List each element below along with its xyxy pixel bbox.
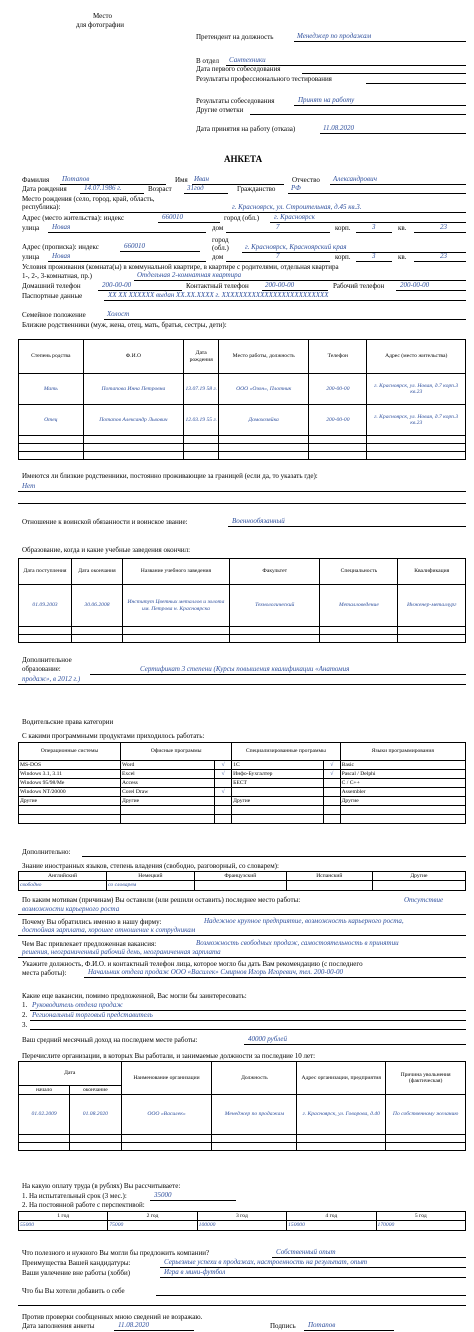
hire-date-value[interactable]: 11.08.2020	[323, 124, 354, 132]
flat-label: кв.	[398, 224, 407, 232]
reference-label: Укажите должность, Ф.И.О. и контактный телефон лица, которое могло бы дать Вам рекомендацию (с последнего	[22, 960, 363, 968]
income-label: Ваш средний месячный доход на последнем месте работы:	[22, 1036, 198, 1044]
vacancies-label: Какие еще вакансии, помимо предложенной, Вас могли бы заинтересовать:	[22, 992, 247, 1000]
table-row: Windows 3.1, 3.11 Excel √ Инфо-Бухгалтер √ Pascal / Delphi	[19, 770, 466, 779]
add-label: Что бы Вы хотели добавить о себе	[22, 1287, 125, 1295]
first-interview-label: Дата первого собеседования	[196, 65, 281, 73]
citizenship-label: Гражданство	[237, 185, 276, 193]
name-value[interactable]: Иван	[194, 175, 210, 183]
other-notes-label: Другие отметки	[196, 106, 244, 114]
jobs-header: Должность	[212, 1062, 297, 1095]
language-level[interactable]: свободно	[19, 881, 107, 891]
jobs-label: Перечислите организации, в которых Вы работали, и занимаемые должности за последние 10 лет:	[22, 1052, 316, 1060]
jobs-header: Наименование организации	[121, 1062, 212, 1095]
applicant-value[interactable]: Менеджер по продажам	[297, 32, 372, 40]
table-row	[19, 405, 466, 436]
patronymic-value[interactable]: Александрович	[333, 175, 377, 183]
additional-label: Дополнительно:	[22, 848, 71, 856]
useful-label: Что полезного и нужного Вы могли бы предложить компании?	[22, 1249, 210, 1257]
dept-label: В отдел	[196, 57, 219, 65]
relatives-header: Ф.И.О	[83, 340, 184, 374]
attract-value-2[interactable]: решения, неограниченный рабочий день, неограниченная зарплата	[22, 948, 221, 956]
languages-label: Знание иностранных языков, степень владения (свободно, разговорный, со словарем):	[22, 862, 279, 870]
living-label: Условия проживания (комната(ы) в коммунальной квартире, в квартире с родителями, отдельная квартира	[22, 263, 339, 271]
attract-label: Чем Вас привлекает предложенная вакансия:	[22, 940, 157, 948]
language-level[interactable]	[194, 881, 286, 891]
fill-date-value[interactable]: 11.08.2020	[118, 1321, 149, 1329]
advantages-value[interactable]: Серьезные успехи в продажах, настроенность на результат, опыт	[164, 1258, 368, 1266]
relatives-header: Дата рождения	[184, 340, 219, 374]
house-label: дом	[212, 224, 224, 232]
relatives-header: Степень родства	[19, 340, 84, 374]
check-icon[interactable]: √	[215, 761, 232, 770]
software-header: Языки программирования	[340, 743, 465, 761]
relatives-cell[interactable]: 200-00-00	[309, 405, 367, 436]
dob-label: Дата рождения	[22, 185, 67, 193]
why-label: Почему Вы обратились именно в нашу фирму:	[22, 918, 162, 926]
education-cell[interactable]: 01.09.2003	[19, 585, 72, 627]
family-value[interactable]: Холост	[107, 310, 130, 318]
signature-value[interactable]: Потапов	[308, 1321, 336, 1329]
pay-year: 5 год	[376, 1212, 465, 1221]
reg-city-label: город	[212, 236, 229, 244]
pay-value[interactable]: 170000	[376, 1221, 465, 1231]
language-header: Французский	[194, 872, 286, 881]
reg-label: Адрес (прописка): индекс	[22, 243, 99, 251]
dob-value[interactable]: 14.07.1986 г.	[84, 184, 122, 192]
interview-results-value[interactable]: Принят на работу	[298, 96, 355, 104]
relatives-cell[interactable]: ООО «Озон», Плотник	[219, 374, 309, 405]
reg-city-label-2: (обл.)	[212, 244, 229, 252]
pay-value[interactable]: 150000	[287, 1221, 376, 1231]
table-row	[19, 585, 466, 627]
pay-label: На какую оплату труда (в рублях) Вы рассчитываете:	[22, 1182, 181, 1190]
attract-value[interactable]: Возможность свободных продаж, самостоятельность в принятии	[196, 939, 399, 947]
jobs-cell[interactable]: Менеджер по продажам	[212, 1095, 297, 1135]
interview-results-label: Результаты собеседования	[196, 97, 275, 105]
software-table	[18, 742, 466, 824]
living-label-2: 1-, 2-, 3-комнатная, пр.)	[22, 272, 92, 280]
flat-value[interactable]: 23	[440, 223, 447, 231]
language-header: Другие	[372, 872, 465, 881]
street-value[interactable]: Новая	[52, 223, 71, 231]
jobs-cell[interactable]: г. Красноярск, ул. Говорова, д.40	[297, 1095, 386, 1135]
house-value[interactable]: 7	[276, 223, 280, 231]
reg-street-label: улица	[22, 253, 40, 261]
reg-corp-label: корп.	[335, 253, 351, 261]
birthplace-label-2: республика):	[22, 203, 61, 211]
name-label: Имя	[175, 176, 188, 184]
jobs-subheader: начало	[19, 1086, 70, 1095]
city-label: город (обл.)	[224, 214, 260, 222]
corp-value[interactable]: 3	[372, 223, 376, 231]
relatives-cell[interactable]: 13.07.19 58 г.	[184, 374, 219, 405]
education-cell[interactable]: Институт Цветных металлов и золота им. Петрова н. Красноярска	[122, 585, 229, 627]
relatives-cell[interactable]: Потапова Инна Петровна	[83, 374, 184, 405]
pay-year: 2 год	[108, 1212, 197, 1221]
jobs-cell[interactable]: 01.02.2009	[19, 1095, 70, 1135]
passport-label: Паспортные данные	[22, 292, 83, 300]
language-header: Немецкий	[107, 872, 195, 881]
relatives-header: Телефон	[309, 340, 367, 374]
pay-value[interactable]: 55000	[19, 1221, 108, 1231]
table-row	[19, 374, 466, 405]
address-label: Адрес (место жительства): индекс	[22, 214, 125, 222]
hobby-label: Ваши увлечение вне работы (хобби)	[22, 1269, 131, 1277]
permanent-label: 2. На постоянной работе с перспективой:	[22, 1201, 145, 1209]
why-value[interactable]: Надежное крупное предприятие, возможность карьерного роста,	[204, 917, 404, 925]
education-header: Специальность	[320, 559, 398, 585]
extra-edu-label: Дополнительное	[22, 656, 72, 664]
citizenship-value[interactable]: РФ	[291, 184, 301, 192]
relatives-header: Адрес (место жительства)	[367, 340, 466, 374]
contact-phone-label: Контактный телефон	[186, 282, 249, 290]
consent-text: Против проверки сообщенных мною сведений не возражаю.	[22, 1313, 203, 1321]
street-label: улица	[22, 224, 40, 232]
relatives-cell[interactable]: Отец	[19, 405, 84, 436]
jobs-cell[interactable]: По собственному желанию	[386, 1095, 466, 1135]
military-value[interactable]: Военнообязанный	[232, 517, 285, 525]
reg-house-label: дом	[212, 253, 224, 261]
education-header: Квалификация	[398, 559, 466, 585]
corp-label: корп.	[335, 224, 351, 232]
reg-flat-value[interactable]: 23	[440, 252, 447, 260]
why-value-2[interactable]: достойная зарплата, хорошее отношение к сотрудникам	[22, 926, 196, 934]
passport-value[interactable]: XX XX XXXXXX выдан XX.XX.XXXX г. XXXXXXXXXXXXXXXXXXXXXXXXX	[108, 291, 329, 299]
education-cell[interactable]: 30.06.2008	[72, 585, 123, 627]
pay-year: 1 год	[19, 1212, 108, 1221]
education-cell[interactable]: Металловедение	[320, 585, 398, 627]
check-icon[interactable]	[323, 788, 340, 797]
military-label: Отношение к воинской обязанности и воинское звание:	[22, 518, 188, 526]
reg-street-value[interactable]: Новая	[52, 252, 71, 260]
relatives-cell[interactable]: г. Красноярск, ул. Новая, д.7 корп.3 кв.23	[367, 374, 466, 405]
pay-year: 4 год	[287, 1212, 376, 1221]
age-label: Возраст	[148, 185, 172, 193]
check-icon[interactable]: √	[215, 770, 232, 779]
tests-label: Результаты профессионального тестирования	[196, 75, 332, 83]
jobs-cell[interactable]: ООО «Василек»	[121, 1095, 212, 1135]
living-value[interactable]: Отдельная 2-комнатная квартира	[137, 271, 242, 279]
surname-value[interactable]: Потапов	[62, 175, 90, 183]
probation-value[interactable]: 35000	[154, 1191, 172, 1199]
income-value[interactable]: 40000 рублей	[248, 1035, 287, 1043]
leave-reason-label: По каким мотивам (причинам) Вы оставили (или решили оставить) последнее место работы:	[22, 896, 301, 904]
language-level[interactable]: со словарем	[107, 881, 195, 891]
work-phone-label: Рабочий телефон	[333, 282, 385, 290]
abroad-label: Имеются ли близкие родственники, постоянно проживающие за границей (если да, то указать где):	[22, 472, 318, 480]
photo-label: Место	[93, 12, 112, 20]
extra-edu-value-2[interactable]: продаж», в 2012 г.)	[22, 675, 81, 683]
language-header: Испанский	[286, 872, 372, 881]
vacancy-item[interactable]: Региональный торговый представитель	[32, 1011, 153, 1019]
patronymic-label: Отчество	[292, 176, 320, 184]
relatives-cell[interactable]: 200-00-00	[309, 374, 367, 405]
pay-value[interactable]: 75000	[108, 1221, 197, 1231]
abroad-value[interactable]: Нет	[22, 482, 36, 490]
pay-year: 3 год	[197, 1212, 286, 1221]
table-row: Windows NT/20000 Corel Draw √ Assembler	[19, 788, 466, 797]
reference-label-2: места работы):	[22, 969, 67, 977]
page-title: АНКЕТА	[224, 154, 263, 164]
table-row	[19, 1095, 466, 1135]
dept-value[interactable]: Сантехники	[229, 56, 266, 64]
address-index[interactable]: 660010	[162, 213, 183, 221]
language-level[interactable]	[286, 881, 372, 891]
education-header: Дата поступления	[19, 559, 72, 585]
reference-value[interactable]: Начальник отдела продаж ООО «Василек» Смирнов Игорь Игоревич, тел. 200-00-00	[88, 968, 343, 976]
home-phone-label: Домашний телефон	[22, 282, 81, 290]
reg-house-value[interactable]: 7	[276, 252, 280, 260]
education-table	[18, 558, 466, 643]
license-label: Водительские права категории	[22, 718, 114, 726]
hobby-value[interactable]: Игра в мини-футбол	[164, 1268, 226, 1276]
contact-phone-value[interactable]: 200-00-00	[265, 281, 295, 289]
relatives-header: Место работы, должность	[219, 340, 309, 374]
table-row: Другие Другие Другие Другие	[19, 797, 466, 806]
education-cell[interactable]: Инженер-металлург	[398, 585, 466, 627]
extra-edu-label-2: образование:	[22, 665, 61, 673]
vacancy-item[interactable]: Руководитель отдела продаж	[32, 1001, 123, 1009]
reg-index[interactable]: 660010	[124, 242, 145, 250]
birthplace-label: Место рождения (село, город, край, область,	[22, 195, 155, 203]
language-level[interactable]	[372, 881, 465, 891]
leave-reason-value-2[interactable]: возможности карьерного роста	[22, 905, 120, 913]
relatives-cell[interactable]: 12.03.19 55 г.	[184, 405, 219, 436]
education-header: Дата окончания	[72, 559, 123, 585]
age-value[interactable]: 31год	[187, 184, 204, 192]
check-icon[interactable]	[323, 779, 340, 788]
languages-table	[18, 871, 466, 891]
software-header: Офисные программы	[121, 743, 232, 761]
advantages-label: Преимущества Вашей кандидатуры:	[22, 1259, 131, 1267]
city-value[interactable]: г. Красноярск	[274, 213, 315, 221]
jobs-header: Адрес организации, предприятия	[297, 1062, 386, 1095]
education-header: Факультет	[230, 559, 320, 585]
check-icon[interactable]: √	[323, 770, 340, 779]
jobs-header: Причина увольнения (фактическая)	[386, 1062, 466, 1095]
relatives-cell[interactable]: Мать	[19, 374, 84, 405]
useful-value[interactable]: Собственный опыт	[276, 1248, 336, 1256]
check-icon[interactable]	[215, 779, 232, 788]
relatives-cell[interactable]: Домохозяйка	[219, 405, 309, 436]
education-cell[interactable]: Технологический	[230, 585, 320, 627]
reg-city-value[interactable]: г. Красноярск, Красноярский края	[245, 243, 347, 251]
fill-date-label: Дата заполнения анкеты	[22, 1322, 95, 1330]
reg-corp-value[interactable]: 3	[372, 252, 376, 260]
family-label: Семейное положение	[22, 311, 86, 319]
table-row: Windows 95/98/Me Access БЕСТ С / С++	[19, 779, 466, 788]
language-header: Английский	[19, 872, 107, 881]
relatives-table	[18, 339, 466, 460]
probation-label: 1. На испытательный срок (3 мес.):	[22, 1192, 127, 1200]
surname-label: Фамилия	[22, 176, 50, 184]
reg-flat-label: кв.	[398, 253, 407, 261]
software-label: С какими программными продуктами приходилось работать:	[22, 732, 205, 740]
check-icon[interactable]: √	[215, 788, 232, 797]
leave-reason-value[interactable]: Отсутствие	[404, 896, 444, 904]
pay-table	[18, 1211, 466, 1231]
extra-edu-value[interactable]: Сертификат 3 степени (Курсы повышения квалификации «Анатомия	[140, 665, 350, 673]
jobs-table	[18, 1061, 466, 1151]
applicant-label: Претендент на должность	[196, 33, 274, 41]
relatives-cell[interactable]: г. Красноярск, ул. Новая, д.7 корп.3 кв.23	[367, 405, 466, 436]
education-label: Образование, когда и какие учебные заведения окончил:	[22, 546, 191, 554]
check-icon[interactable]: √	[323, 761, 340, 770]
hire-date-label: Дата принятия на работу (отказа)	[196, 125, 296, 133]
photo-label-2: для фотографии	[76, 21, 124, 29]
relatives-cell[interactable]: Потапов Александр Львович	[83, 405, 184, 436]
signature-label: Подпись	[270, 1322, 296, 1330]
pay-value[interactable]: 100000	[197, 1221, 286, 1231]
relatives-label: Близкие родственники (муж, жена, отец, мать, братья, сестры, дети):	[22, 321, 227, 329]
jobs-cell[interactable]: 01.08.2020	[70, 1095, 121, 1135]
software-header: Специализированные программы	[232, 743, 340, 761]
birthplace-value[interactable]: г. Красноярск, ул. Строительная, д.45 кв.3.	[232, 203, 362, 211]
work-phone-value[interactable]: 200-00-00	[400, 281, 430, 289]
home-phone-value[interactable]: 200-00-00	[102, 281, 132, 289]
table-row: MS-DOS Word √ 1С √ Basic	[19, 761, 466, 770]
education-header: Название учебного заведения	[122, 559, 229, 585]
jobs-header: Дата	[19, 1062, 122, 1086]
software-header: Операционные системы	[19, 743, 121, 761]
jobs-subheader: окончание	[70, 1086, 121, 1095]
